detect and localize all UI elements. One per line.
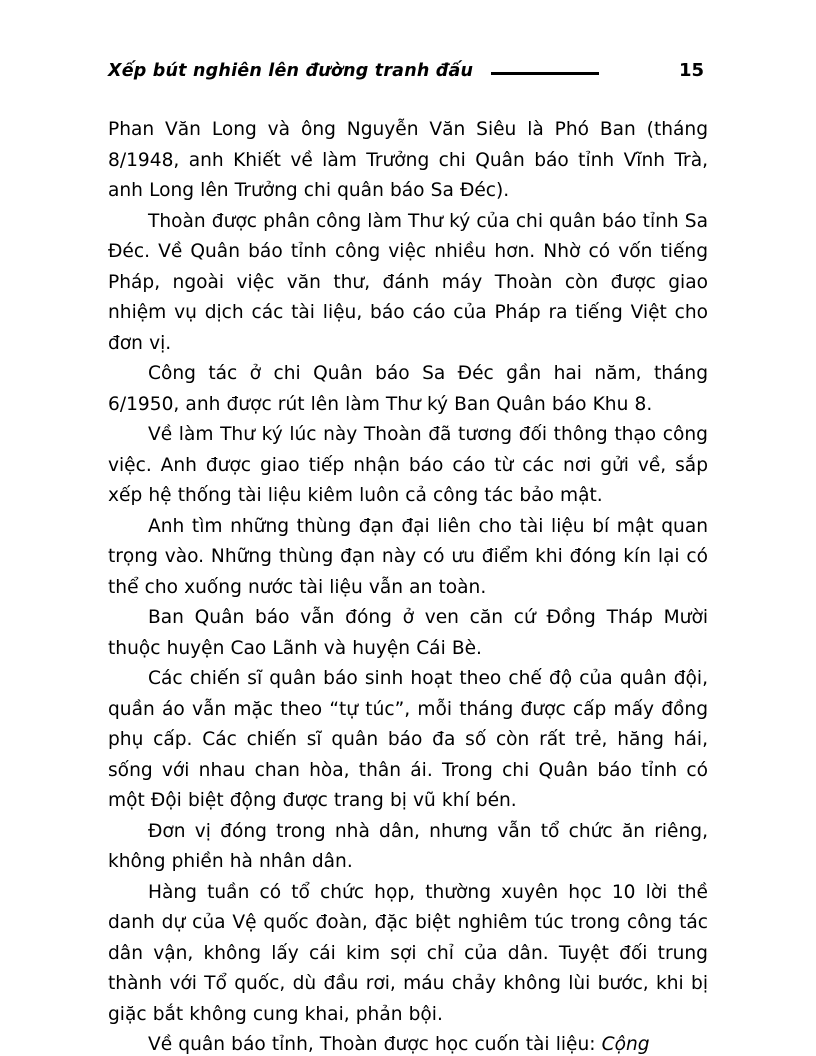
paragraph-last xyxy=(108,1030,708,1056)
header-divider-rule xyxy=(491,72,599,75)
paragraph: Các chiến sĩ quân báo sinh hoạt theo chế độ của quân đội, quần áo vẫn mặc theo “tự túc”, mỗi tháng được cấp mấy đồng phụ cấp. Các chiến sĩ quân báo đa số còn rất trẻ, hăng hái, sống với nhau chan hòa, thân ái. Trong chi Quân báo tỉnh có một Đội biệt động được trang bị vũ khí bén. xyxy=(108,668,708,811)
book-title-italic: Cộng xyxy=(601,1034,650,1055)
paragraph: Công tác ở chi Quân báo Sa Đéc gần hai năm, tháng 6/1950, anh được rút lên làm Thư ký Ban Quân báo Khu 8. xyxy=(108,363,708,415)
page-number: 15 xyxy=(678,60,704,81)
body-text xyxy=(108,115,708,1056)
paragraph: Anh tìm những thùng đạn đại liên cho tài liệu bí mật quan trọng vào. Những thùng đạn này có ưu điểm khi đóng kín lại có thể cho xuống nước tài liệu vẫn an toàn. xyxy=(108,515,708,598)
paragraph-last-text: Về quân báo tỉnh, Thoàn được học cuốn tài liệu: xyxy=(148,1034,602,1055)
paragraph: Hàng tuần có tổ chức họp, thường xuyên học 10 lời thề danh dự của Vệ quốc đoàn, đặc biệt nghiêm túc trong công tác dân vận, không lấy cái kim sợi chỉ của dân. Tuyệt đối trung thành với Tổ quốc, dù đầu rơi, máu chảy không lùi bước, khi bị giặc bắt không cung khai, phản bội. xyxy=(108,881,708,1025)
paragraph: Đơn vị đóng trong nhà dân, nhưng vẫn tổ chức ăn riêng, không phiền hà nhân dân. xyxy=(108,820,708,872)
paragraph: Về làm Thư ký lúc này Thoàn đã tương đối thông thạo công việc. Anh được giao tiếp nhận báo cáo từ các nơi gửi về, sắp xếp hệ thống tài liệu kiêm luôn cả công tác bảo mật. xyxy=(108,424,708,506)
page-content xyxy=(108,60,708,1056)
paragraph: Phan Văn Long và ông Nguyễn Văn Siêu là Phó Ban (tháng 8/1948, anh Khiết về làm Trưởng chi Quân báo tỉnh Vĩnh Trà, anh Long lên Trưởng chi quân báo Sa Đéc). xyxy=(108,119,708,201)
running-title: Xếp bút nghiên lên đường tranh đấu xyxy=(108,60,474,81)
paragraph: Thoàn được phân công làm Thư ký của chi quân báo tỉnh Sa Đéc. Về Quân báo tỉnh công việc nhiều hơn. Nhờ có vốn tiếng Pháp, ngoài việc văn thư, đánh máy Thoàn còn được giao nhiệm vụ dịch các tài liệu, báo cáo của Pháp ra tiếng Việt cho đơn vị. xyxy=(108,210,709,354)
page-header xyxy=(108,60,708,81)
paragraph: Ban Quân báo vẫn đóng ở ven căn cứ Đồng Tháp Mười thuộc huyện Cao Lãnh và huyện Cái Bè. xyxy=(108,607,708,659)
